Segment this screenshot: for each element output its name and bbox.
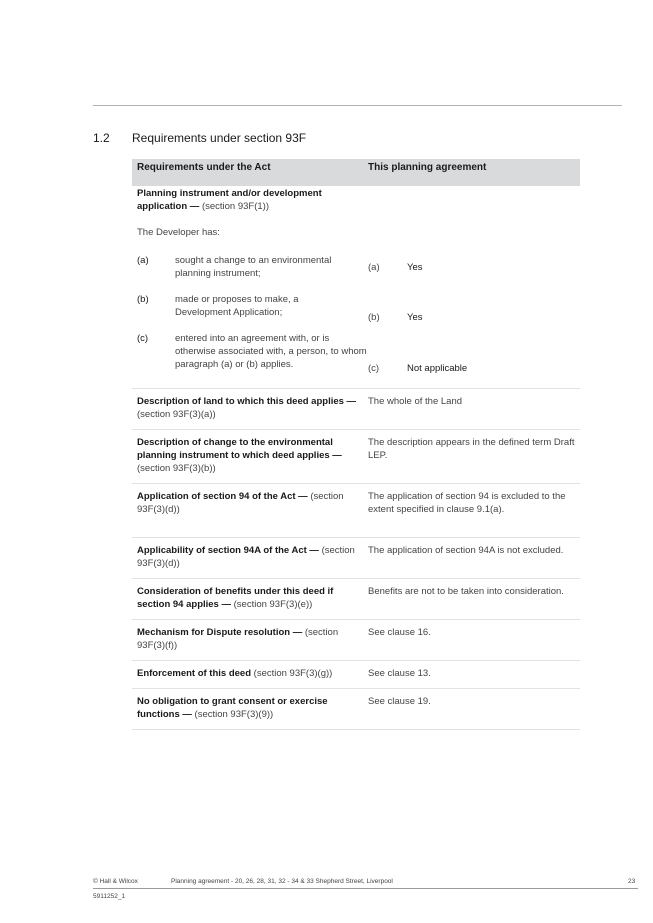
row-value: The application of section 94 is excluded to the extent specified in clause 9.1(a). — [368, 491, 566, 515]
row-value: See clause 16. — [368, 627, 431, 638]
answer-letter-a: (a) — [368, 262, 380, 273]
row-ref: (section 93F(3)(d)) — [137, 491, 344, 515]
answer-c: Not applicable — [407, 363, 468, 374]
table-row — [132, 483, 580, 537]
answer-b: Yes — [407, 312, 423, 323]
footer-page-number: 23 — [628, 878, 636, 885]
section-title: Requirements under section 93F — [132, 131, 307, 145]
table-header — [132, 159, 580, 186]
row-ref: (section 93F(3)(9)) — [194, 709, 274, 720]
row-ref: (section 93F(1)) — [201, 201, 269, 212]
row-label: Description of change to the environmental planning instrument to which deed applies — — [137, 437, 342, 461]
table-row — [132, 537, 580, 578]
item-letter-c: (c) — [137, 333, 149, 344]
row-value: See clause 19. — [368, 696, 431, 707]
row-label: Mechanism for Dispute resolution — — [137, 627, 303, 638]
row-ref: (section 93F(3)(d)) — [137, 545, 355, 569]
table-row — [132, 429, 580, 483]
row-value: The description appears in the defined term Draft LEP. — [368, 437, 575, 461]
table-row — [132, 578, 580, 619]
answer-letter-c: (c) — [368, 363, 380, 374]
row-value: The application of section 94A is not excluded. — [368, 545, 564, 556]
table-row — [132, 619, 580, 660]
table-row — [132, 186, 580, 388]
row-label: Description of land to which this deed applies — — [137, 396, 357, 407]
table-row — [132, 688, 580, 730]
footer-doc-title: Planning agreement - 20, 26, 28, 31, 32 - 34 & 33 Shepherd Street, Liverpool — [171, 878, 393, 885]
intro-text: The Developer has: — [137, 227, 220, 238]
footer-rule — [93, 888, 638, 889]
row-label: Enforcement of this deed — [137, 668, 252, 679]
footer-doc-number: 5911252_1 — [93, 893, 126, 900]
item-letter-a: (a) — [137, 255, 149, 266]
row-label: Applicability of section 94A of the Act — — [137, 545, 319, 556]
footer-firm: © Hall & Wilcox — [93, 878, 138, 885]
row-label: Application of section 94 of the Act — — [137, 491, 308, 502]
table-row — [132, 660, 580, 688]
item-text-c: entered into an agreement with, or is otherwise associated with, a person, to whom paragraph (a) or (b) applies. — [175, 333, 367, 370]
header-requirements: Requirements under the Act — [137, 162, 271, 173]
row-value: See clause 13. — [368, 668, 431, 679]
row-ref: (section 93F(3)(g)) — [253, 668, 333, 679]
requirements-table — [132, 159, 580, 730]
table-row — [132, 388, 580, 429]
row-label: No obligation to grant consent or exercise functions — — [137, 696, 328, 720]
row-label: Consideration of benefits under this deed if section 94 applies — — [137, 586, 334, 610]
item-text-a: sought a change to an environmental planning instrument; — [175, 255, 332, 279]
row-ref: (section 93F(3)(e)) — [233, 599, 313, 610]
item-letter-b: (b) — [137, 294, 149, 305]
row-ref: (section 93F(3)(b)) — [137, 463, 216, 474]
answer-letter-b: (b) — [368, 312, 380, 323]
answer-a: Yes — [407, 262, 423, 273]
row-value: Benefits are not to be taken into consideration. — [368, 586, 564, 597]
header-planning-agreement: This planning agreement — [368, 162, 487, 173]
row-label: Planning instrument and/or development application — — [137, 188, 322, 212]
row-ref: (section 93F(3)(a)) — [137, 409, 216, 420]
section-number: 1.2 — [93, 131, 110, 145]
top-rule — [93, 105, 622, 106]
item-text-b: made or proposes to make, a Development Application; — [175, 294, 299, 318]
row-ref: (section 93F(3)(f)) — [137, 627, 339, 651]
row-value: The whole of the Land — [368, 396, 463, 407]
